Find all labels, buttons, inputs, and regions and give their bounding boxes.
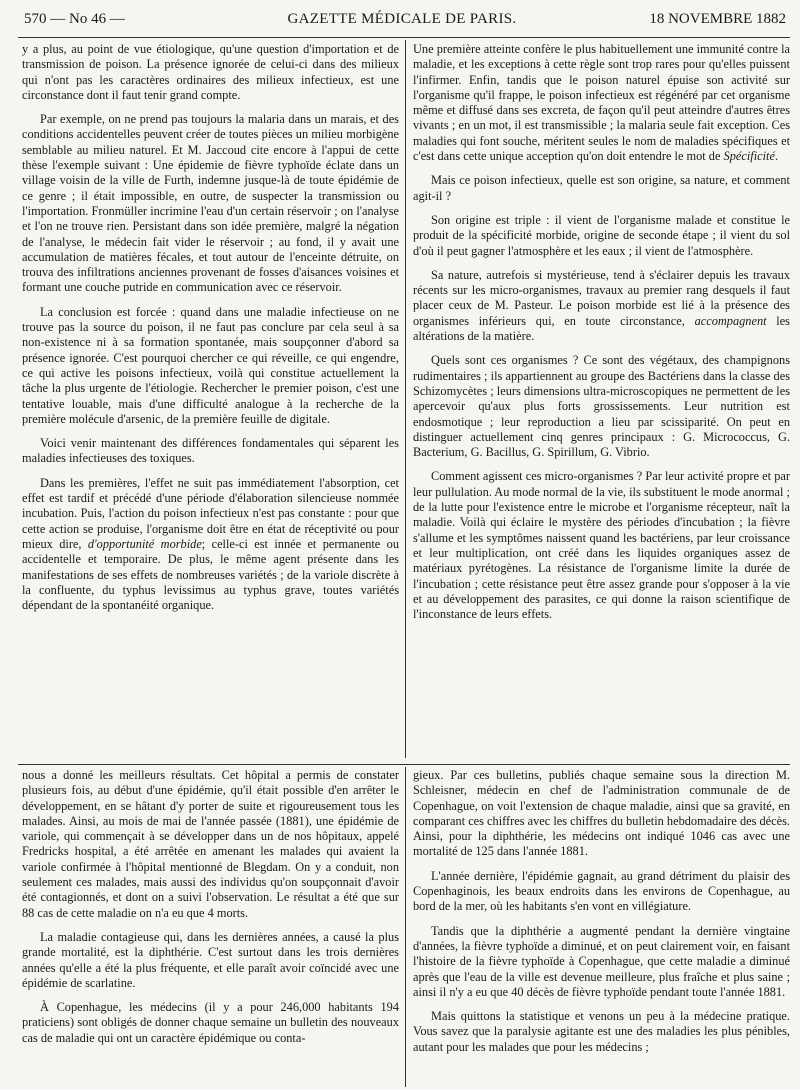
text-run: .	[774, 149, 779, 164]
paragraph	[22, 476, 399, 614]
column-bottom-left	[22, 768, 399, 1086]
issue-date: 18 NOVEMBRE 1882	[649, 11, 786, 27]
italic-term: d'opportunité morbide	[87, 536, 202, 551]
paragraph: Tandis que la diphthérie a augmenté pendant la dernière vingtaine d'années, la fièvre typhoïde a diminué, et on peut clairement voir, en faisant l'histoire de la fièvre typhoïde à Copenhague, que cette maladie a diminué après que l'eau de la ville est devenue meilleure, plus fraîche et plus saine ; ainsi il n'y a eu que 40 décès de fièvre typhoïde pendant toute l'année 1881.	[413, 923, 790, 999]
italic-term: Spécificité	[723, 149, 775, 164]
paragraph: nous a donné les meilleurs résultats. Cet hôpital a permis de constater plusieurs fois, au début d'une épidémie, qu'il était possible d'en arrêter le développement, en se hâtant d'y porter de suite et rigoureusement tous les malades. Ainsi, au mois de mai de l'année passée (1881), une épidémie de variole, qui commençait à se développer dans un de nos hôpitaux, appelé Fredricks hospital, a été arrêtée en amenant les malades qui avaient la variole confirmée à l'hôpital mentionné de Blegdam. On y a conduit, non seulement ces malades, mais aussi des individus qu'on soupçonnait d'avoir été contagionnés, et dont on a suivi l'observation. Le résultat a été que sur 88 cas de cette maladie on n'a eu que 4 morts.	[22, 768, 399, 920]
text-run: ; celle-ci est innée et permanente ou accidentelle et temporaire. De plus, le même agent présente dans les manifestations de ses effets de nombreuses variétés ; de la variole discrète à la confluente, du typhus levissimus au typhus grave, toutes variétés dépendant de la spontanéité organique.	[22, 536, 399, 613]
column-top-right	[413, 42, 790, 757]
text-run: les altérations de la matière.	[413, 313, 790, 344]
column-top-left	[22, 42, 399, 757]
page-header	[14, 8, 790, 30]
header-rule	[18, 37, 790, 38]
paragraph: Comment agissent ces micro-organismes ? Par leur activité propre et par leur pullulation. Au mode normal de la vie, ils substituent le mode anormal ; de la lutte pour l'existence entre le microbe et l'organisme récepteur, naît la maladie. Voilà qui éclaire le mystère des périodes d'incubation ; la fièvre s'allume et les symptômes naissent quand les bactériens, par leur croissance et leur multiplication, ont créé dans les liquides organiques assez de matériaux pyrétogènes. La résistance de l'organisme limite la durée de l'incubation ; cette résistance peut être assez grande pour s'opposer à la vie et au développement des parasites, ce qui donne la raison scientifique de l'inconstance de leurs effets.	[413, 469, 790, 622]
paragraph: La maladie contagieuse qui, dans les dernières années, a causé la plus grande mortalité, est la diphthérie. C'est surtout dans les trois dernières années qu'elle a été la plus fréquente, et elle paraît avoir coïncidé avec une épidémie de scarlatine.	[22, 929, 399, 990]
paragraph: Mais quittons la statistique et venons un peu à la médecine pratique. Vous savez que la paralysie agitante est une des maladies les plus pénibles, autant pour les malades que pour les médecins ;	[413, 1009, 790, 1054]
paragraph: gieux. Par ces bulletins, publiés chaque semaine sous la direction M. Schleisner, médecin en chef de l'administration communale de de Copenhague, on voit l'extension de chaque maladie, ainsi que sa gravité, en comparant ces chiffres avec les chiffres du bulletin hebdomadaire des décès. Ainsi, pour la diphthérie, les médecins ont indiqué 1046 cas avec une mortalité de 125 dans l'année 1881.	[413, 768, 790, 859]
journal-title: GAZETTE MÉDICALE DE PARIS.	[287, 11, 517, 27]
paragraph: Par exemple, on ne prend pas toujours la malaria dans un marais, et des conditions accidentelles peuvent créer de toutes pièces un milieu morbigène semblable au milieu naturel. Et M. Jaccoud cite encore à l'appui de cette thèse l'exemple suivant : Une épidemie de fièvre typhoïde éclate dans un village voisin de la ville de Furth, indemne jusque-là de toute épidémie de ce genre ; il était impossible, en outre, de suspecter la transmission ou l'importation. Fronmüller incrimine l'eau d'un certain réservoir ; on l'analyse et l'on ne trouve rien. Persistant dans son idée première, malgré la négation de l'analyse, le médecin fait vider le réservoir ; au fond, il y avait une accumulation de matières fécales, et tout autour de l'enceinte détruite, on trouva des infiltrations anciennes provenant de fosses d'aisances voisines et formant une couche putride en communication avec ce réservoir.	[22, 112, 399, 295]
paragraph: Son origine est triple : il vient de l'organisme malade et constitue le produit de la spécificité morbide, origine de seconde étape ; il vient du sol d'où il peut gagner l'atmosphère et les eaux ; il vient de l'atmosphère.	[413, 212, 790, 258]
page-number: 570 — No 46 —	[24, 11, 125, 27]
paragraph: y a plus, au point de vue étiologique, qu'une question d'importation et de transmission de poison. La présence ignorée de celui-ci dans des milieux qui n'ont pas les caractères ordinaires des milieux infectieux, est une circonstance dont il faut tenir grand compte.	[22, 42, 399, 102]
paragraph: Mais ce poison infectieux, quelle est son origine, sa nature, et comment agit-il ?	[413, 173, 790, 203]
paragraph: Quels sont ces organismes ? Ce sont des végétaux, des champignons rudimentaires ; ils appartiennent au groupe des Bactériens dans la classe des Schizomycètes ; leurs dimensions ultra-microscopiques ne permettent de les apercevoir qu'aux plus forts grossissements. Leur nutrition est endosmotique ; leur reproduction a lieu par scissiparité. On peut en distinguer actuellement cinq genres principaux : G. Micrococcus, G. Bacterium, G. Bacillus, G. Spirillum, G. Vibrio.	[413, 353, 790, 460]
italic-term: accompagnent	[694, 313, 767, 328]
paragraph	[413, 42, 790, 164]
paragraph: Voici venir maintenant des différences fondamentales qui séparent les maladies infectieuses des toxiques.	[22, 436, 399, 466]
column-divider	[405, 767, 406, 1087]
paragraph: À Copenhague, les médecins (il y a pour 246,000 habitants 194 praticiens) sont obligés de donner chaque semaine un bulletin des nouveaux cas de maladie qui ont un caractère épidémique ou conta-	[22, 1000, 399, 1045]
text-run: Sa nature, autrefois si mystérieuse, tend à s'éclairer depuis les travaux récents sur les micro-organismes, travaux au premier rang desquels il faut placer ceux de M. Pasteur. Le poison morbide est lié à la présence des organismes inférieurs qui, en toute circonstance,	[413, 267, 790, 328]
section-rule	[18, 764, 790, 765]
paragraph: L'année dernière, l'épidémie gagnait, au grand détriment du plaisir des Copenhaginois, les beaux endroits dans les environs de Copenhague, au bord de la mer, où les habitants s'en vont en villégiature.	[413, 868, 790, 914]
text-run: Dans les premières, l'effet ne suit pas immédiatement l'absorption, cet effet est tardif et précédé d'une période d'élaboration silencieuse nommée incubation. Puis, l'action du poison infectieux n'est pas constante : pour que cette action se produise, l'organisme doit être en état de réceptivité ou pour mieux dire,	[22, 475, 399, 551]
column-divider	[405, 40, 406, 758]
column-bottom-right	[413, 768, 790, 1086]
paragraph	[413, 268, 790, 344]
text-run: Une première atteinte confère le plus habituellement une immunité contre la maladie, et les exceptions à cette règle sont trop rares pour qu'elles puissent l'infirmer. Enfin, tandis que le poison naturel épuise son activité sur l'organisme qu'il frappe, le poison infectieux est régénéré par cet organisme même et diffusé dans ses excreta, de façon qu'il peut atteindre d'autres êtres vivants ; en un mot, il est transmissible ; la malaria seule fait exception. Ces maladies qui font souche, méritent seules le nom de maladies spécifiques et c'est dans cette unique acception qu'on doit entendre le mot de	[413, 42, 790, 164]
paragraph: La conclusion est forcée : quand dans une maladie infectieuse on ne trouve pas la source du poison, il ne faut pas conclure par cela seul à sa non-existence ni à sa formation spontanée, mais soupçonner d'abord sa présence ignorée. C'est pourquoi chercher ce qui réveille, ce qui engendre, ce qui active les poisons infectieux, voilà qui constitue actuellement la tâche la plus urgente de l'étiologie. Rechercher le premier poison, c'est une tentative louable, mais d'une difficulté analogue à la recherche de la première molécule d'arsenic, de la première feuille de digitale.	[22, 304, 399, 426]
